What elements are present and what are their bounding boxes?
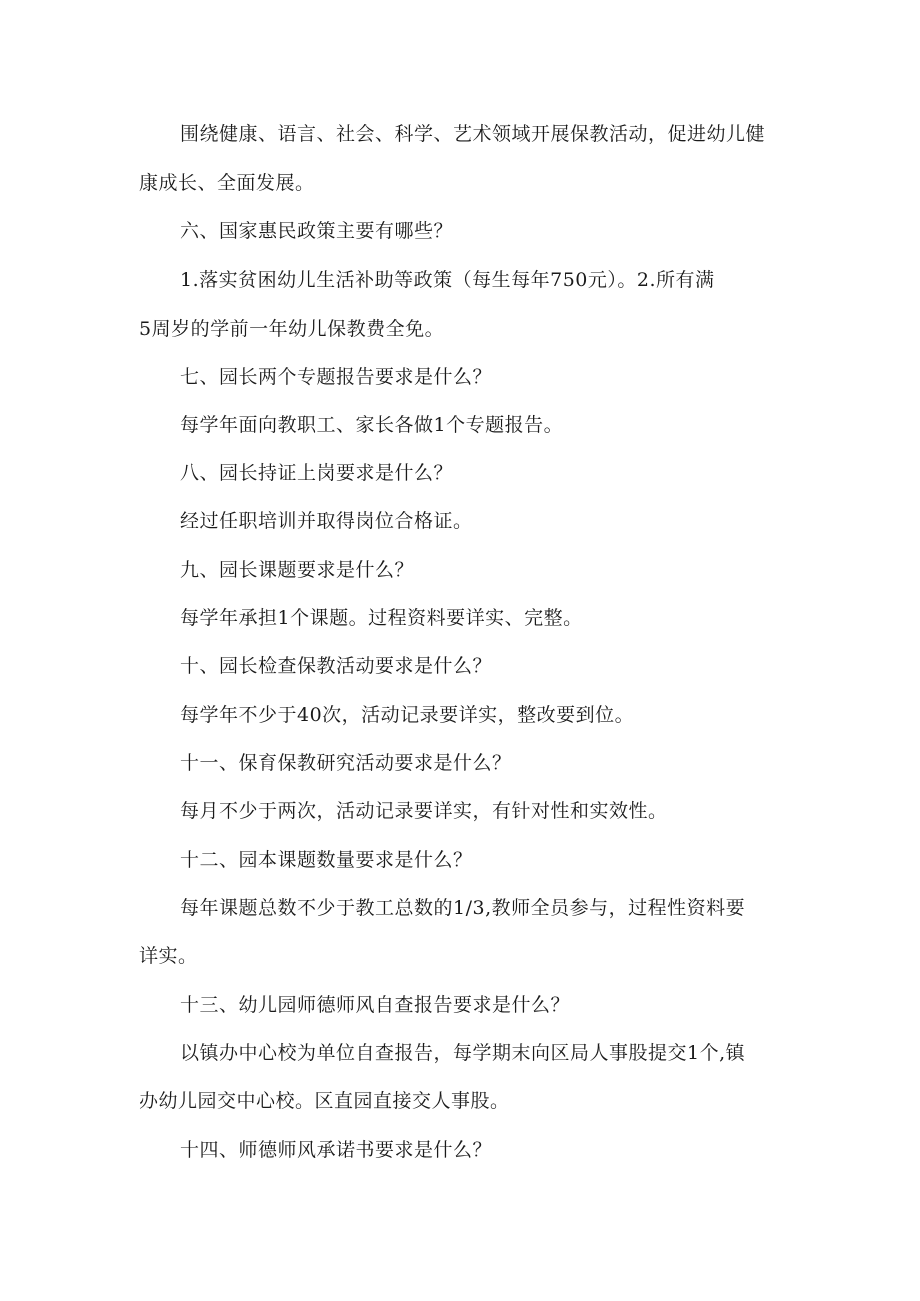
question-heading: 十四、师德师风承诺书要求是什么？ [180,1139,493,1161]
paragraph-line: 以镇办中心校为单位自查报告，每学期末向区局人事股提交1个,镇 [180,1042,746,1064]
paragraph-line: 5周岁的学前一年幼儿保教费全免。 [139,318,445,340]
paragraph-line: 围绕健康、语言、社会、科学、艺术领域开展保教活动，促进幼儿健 [180,123,766,145]
answer-line: 每学年不少于40次，活动记录要详实，整改要到位。 [180,704,635,726]
paragraph-line: 办幼儿园交中心校。区直园直接交人事股。 [139,1090,510,1112]
question-heading: 六、国家惠民政策主要有哪些？ [180,220,454,242]
question-heading: 十二、园本课题数量要求是什么？ [180,849,473,871]
answer-line: 经过任职培训并取得岗位合格证。 [180,510,473,532]
answer-line: 每学年面向教职工、家长各做1个专题报告。 [180,414,564,436]
question-heading: 十一、保育保教研究活动要求是什么？ [180,752,512,774]
question-heading: 八、园长持证上岗要求是什么？ [180,462,454,484]
question-heading: 十、园长检查保教活动要求是什么？ [180,655,493,677]
paragraph-line: 1.落实贫困幼儿生活补助等政策（每生每年750元）。2.所有满 [180,269,715,291]
question-heading: 七、园长两个专题报告要求是什么？ [180,366,493,388]
paragraph-line: 详实。 [139,945,198,967]
answer-line: 每学年承担1个课题。过程资料要详实、完整。 [180,607,583,629]
paragraph-line: 康成长、全面发展。 [139,172,315,194]
question-heading: 九、园长课题要求是什么？ [180,559,415,581]
question-heading: 十三、幼儿园师德师风自查报告要求是什么？ [180,994,571,1016]
answer-line: 每月不少于两次，活动记录要详实，有针对性和实效性。 [180,800,668,822]
paragraph-line: 每年课题总数不少于教工总数的1/3,教师全员参与，过程性资料要 [180,897,746,919]
